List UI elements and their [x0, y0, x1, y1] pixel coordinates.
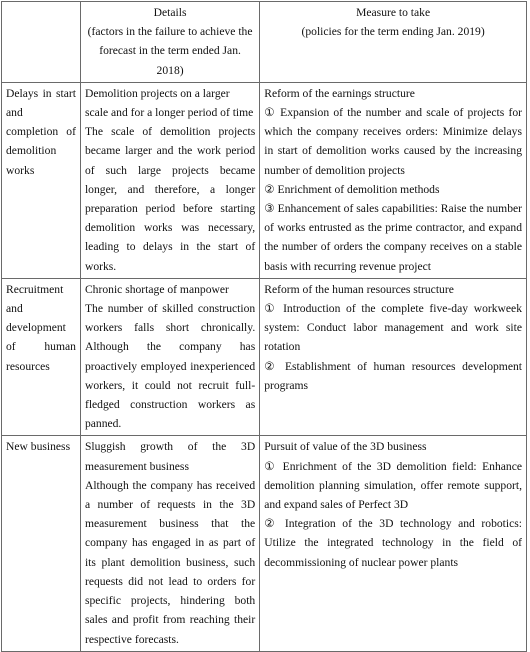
header-measures-title: Measure to take: [356, 6, 431, 19]
header-category: [2, 2, 81, 83]
category-cell: New business: [2, 436, 81, 651]
detail-title: Sluggish growth of the 3D measurement business: [84, 440, 256, 473]
category-cell: Delays in start and completion of demolition works: [2, 82, 81, 278]
header-row: [2, 2, 527, 83]
category-cell: Recruitment and development of human resources: [2, 278, 81, 436]
measure-item: ② Integration of the 3D technology and robotics: Utilize the integrated technology in the field of decommissioning of nuclear power plants: [264, 517, 522, 569]
measure-item: ② Establishment of human resources development programs: [264, 359, 522, 392]
measure-item: ① Enrichment of the 3D demolition field: Enhance demolition planning simulation, offer remote support, and expand sales of Perfect 3D: [264, 459, 522, 512]
measure-item: ③ Enhancement of sales capabilities: Raise the number of works entrusted as the prime contractor, and expand the number of orders the company receives on a stable basis with recurring revenue project: [264, 202, 522, 273]
measure-cell: [260, 436, 527, 651]
table-row: [2, 436, 527, 651]
measure-item: ② Enrichment of demolition methods: [264, 182, 440, 196]
detail-body: Although the company has received a number of requests in the 3D measurement business that the company has engaged in as part of its plant demolition business, such requests did not lead to orders for specific projects, hindering both sales and profit from reaching their respective forecasts.: [84, 478, 256, 646]
measure-item: ① Expansion of the number and scale of projects for which the company receives orders: Minimize delays in start of demolition works caused by the increasing number of demolition projects: [264, 106, 522, 177]
header-measures-subtitle: (policies for the term ending Jan. 2019): [301, 25, 485, 39]
measure-title: Reform of the earnings structure: [264, 86, 415, 100]
measure-title: Reform of the human resources structure: [264, 282, 454, 296]
measure-title: Pursuit of value of the 3D business: [264, 440, 427, 454]
header-details-subtitle: (factors in the failure to achieve the forecast in the term ended Jan. 2018): [87, 25, 253, 77]
detail-body: The scale of demolition projects became larger and the work period of such large projects became longer, and therefore, a longer preparation period before starting demolition works was necessary, leading to delays in the start of works.: [84, 125, 256, 273]
policy-table: [1, 1, 527, 652]
measure-cell: [260, 82, 527, 278]
header-details-title: Details: [153, 6, 187, 19]
detail-title: Demolition projects on a larger scale and for a longer period of time: [84, 86, 254, 120]
table-row: [2, 278, 527, 436]
detail-cell: [80, 278, 259, 436]
table-row: [2, 82, 527, 278]
measure-item: ① Introduction of the complete five-day workweek system: Conduct labor management and work site rotation: [264, 302, 522, 354]
header-measures: [260, 2, 527, 83]
detail-cell: [80, 436, 259, 651]
measure-cell: [260, 278, 527, 436]
header-details: [80, 2, 259, 83]
detail-title: Chronic shortage of manpower: [84, 282, 229, 296]
detail-cell: [80, 82, 259, 278]
detail-body: The number of skilled construction workers falls short chronically. Although the company has proactively employed inexperienced workers, it could not recruit full-fledged construction workers as panned.: [84, 302, 256, 431]
